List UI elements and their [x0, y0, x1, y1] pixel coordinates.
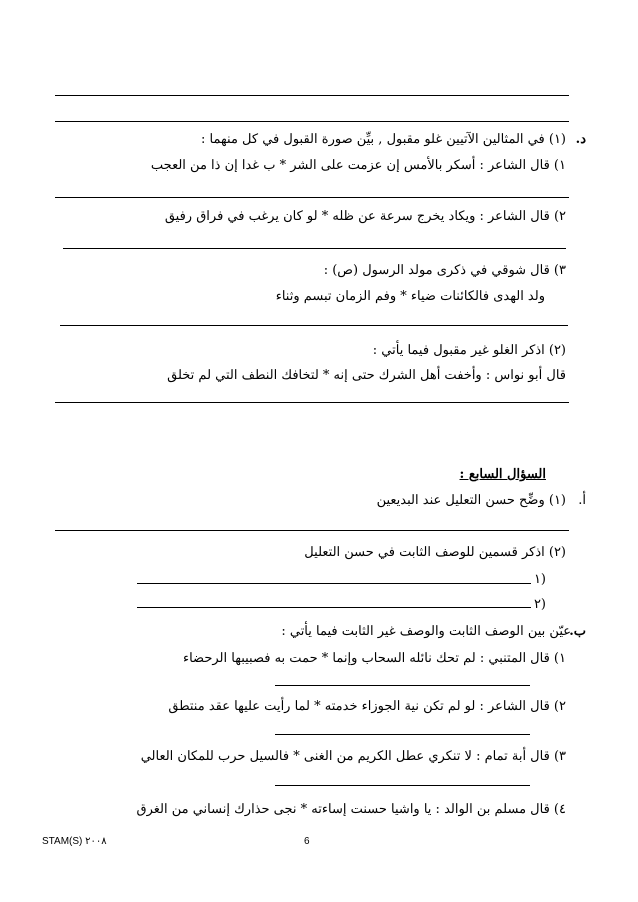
question-7-a-2-option-2: ٢) — [533, 597, 546, 612]
question-7-b-intro: عيّن بين الوصف الثابت والوصف غير الثابت فيما يأتي : — [281, 624, 571, 639]
section-d-item-3-heading: ٣) قال شوقي في ذكرى مولد الرسول (ص) : — [323, 263, 566, 278]
question-7-b-item-3: ٣) قال أبة تمام : لا تنكري عطل الكريم من الغنى * فالسيل حرب للمكان العالي — [140, 749, 566, 764]
answer-line — [60, 325, 568, 326]
answer-line — [55, 95, 569, 96]
question-7-b-marker: ب. — [569, 624, 586, 639]
answer-line — [55, 530, 569, 531]
section-d-question-1: (١) في المثالين الآتيين غلو مقبول , بيِّن صورة القبول في كل منهما : — [201, 132, 566, 147]
answer-line — [55, 197, 569, 198]
answer-line — [137, 583, 531, 584]
answer-line — [55, 121, 569, 122]
section-d-marker: د. — [575, 132, 586, 147]
section-d-item-3-verse: ولد الهدى فالكائنات ضياء * وفم الزمان تبسم وثناء — [275, 289, 545, 304]
question-7-b-item-4: ٤) قال مسلم بن الوالد : يا واشيا حسنت إساءته * نجى حذارك إنساني من الغرق — [136, 802, 566, 817]
question-7-b-item-2: ٢) قال الشاعر : لو لم تكن نية الجوزاء خدمته * لما رأيت عليها عقد منتطق — [168, 699, 566, 714]
section-d-item-2: ٢) قال الشاعر : ويكاد يخرج سرعة عن ظله * لو كان يرغب في فراق رفيق — [164, 209, 566, 224]
question-7-a-2-option-1: ١) — [533, 572, 546, 587]
section-d-question-2: (٢) اذكر الغلو غير مقبول فيما يأتي : — [372, 343, 566, 358]
question-7-title: السؤال السابع : — [459, 467, 546, 482]
footer-exam-code: STAM(S) ٢٠٠٨ — [42, 836, 107, 847]
answer-line — [63, 248, 566, 249]
answer-line — [137, 607, 531, 608]
answer-line — [55, 402, 569, 403]
answer-line — [275, 685, 530, 686]
answer-line — [275, 785, 530, 786]
question-7-b-item-1: ١) قال المتنبي : لم تحك نائله السحاب وإنما * حمت به فصبيبها الرحضاء — [182, 651, 566, 666]
answer-line — [275, 734, 530, 735]
section-d-question-2-verse: قال أبو نواس : وأخفت أهل الشرك حتى إنه * لتخافك النطف التي لم تخلق — [167, 368, 566, 383]
question-7-a-1: (١) وضِّح حسن التعليل عند البديعين — [376, 493, 566, 508]
question-7-a-2: (٢) اذكر قسمين للوصف الثابت في حسن التعليل — [304, 545, 566, 560]
footer-page-number: 6 — [304, 836, 310, 847]
section-d-item-1: ١) قال الشاعر : أسكر بالأمس إن عزمت على الشر * ب غدا إن ذا من العجب — [150, 158, 566, 173]
question-7-a-marker: أ. — [578, 493, 586, 508]
